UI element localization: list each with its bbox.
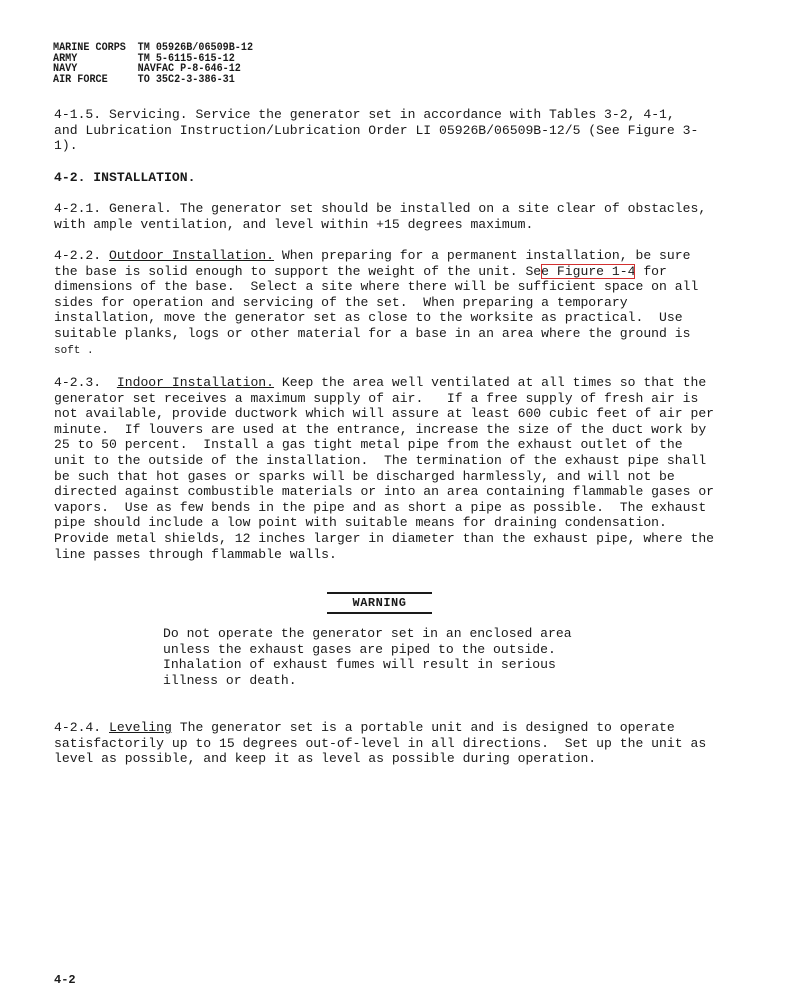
paragraph-number: 4-2.1. (54, 201, 102, 216)
paragraph-number: 4-2.4. (54, 720, 102, 735)
header-service: ARMY (53, 52, 78, 65)
page-number: 4-2 (54, 973, 76, 987)
paragraph-text: The generator set is a portable unit and is designed to operate satisfactorily up to 15 degrees out-of-level in all directions. Set up the unit as level as possible, and keep it as level as possible during operation. (54, 720, 707, 767)
warning-title: WARNING (352, 596, 407, 610)
paragraph-servicing (54, 107, 726, 154)
paragraph-text: for dimensions of the base. Select a site where there will be sufficient space on all sides for operation and servicing of the set. When preparing a temporary installation, move the generator set as close to the worksite as practical. Use suitable planks, logs or other material for a base in an area where the ground is (54, 263, 699, 341)
paragraph-title: Indoor Installation. (116, 375, 275, 390)
section-heading-installation: 4-2. INSTALLATION. (54, 170, 196, 185)
header-row (53, 75, 253, 86)
paragraph-text: Keep the area well ventilated at all times so that the generator set receives a maximum supply of air. If a free supply of fresh air is not available, provide ductwork which will assure at least 600 cubic feet of air per minute. If louvers are used at the entrance, increase the size of the duct work by 25 to 50 percent. Install a gas tight metal pipe from the exhaust outlet of the unit to the outside of the installation. The termination of the exhaust pipe shall be such that hot gases or sparks will be discharged harmlessly, and will not be directed against combustible materials or into an area containing flammable gases or vapors. Use as few bends in the pipe and as short a pipe as possible. The exhaust pipe should include a low point with suitable means for draining condensation. Provide metal shields, 12 inches larger in diameter than the exhaust pipe, where the line passes through flammable walls. (54, 375, 715, 562)
header-number: NAVFAC P-8-646-12 (137, 63, 241, 75)
header-number: TM 5-6115-615-12 (137, 52, 235, 65)
paragraph-text: When preparing for a permanent installation, be sure the base is solid enough to support the weight of the unit. Se (54, 248, 691, 279)
header-service: NAVY (53, 63, 78, 75)
paragraph-leveling (54, 720, 726, 767)
header-row (53, 64, 253, 75)
paragraph-general (54, 201, 726, 232)
header-number: TM 05926B/06509B-12 (137, 42, 254, 54)
warning-text: Do not operate the generator set in an enclosed area unless the exhaust gases are piped to the outside. Inhalation of exhaust fumes will result in serious illness or death. (163, 626, 572, 688)
paragraph-title: Servicing. (109, 107, 188, 122)
paragraph-number: 4-2.2. (54, 248, 102, 263)
figure-link[interactable]: e Figure 1-4 (541, 263, 636, 279)
paragraph-outdoor-installation (54, 248, 726, 359)
paragraph-indoor-installation (54, 375, 726, 562)
paragraph-punct: . (80, 344, 94, 357)
header-row (53, 43, 253, 54)
paragraph-text: Service the generator set in accordance with Tables 3-2, 4-1, and Lubrication Instruction/Lubrication Order LI 05926B/06509B-12/5 (See Figure 3- 1). (54, 107, 699, 154)
paragraph-number: 4-1.5. (54, 107, 102, 122)
warning-box (327, 592, 432, 614)
paragraph-number: 4-2.3. (54, 375, 102, 390)
header-number: TO 35C2-3-386-31 (137, 73, 235, 86)
paragraph-text: The generator set should be installed on a site clear of obstacles, with ample ventilation, and level within +15 degrees maximum. (54, 201, 707, 232)
publication-header (53, 43, 253, 85)
warning-rule-bottom (327, 612, 432, 614)
header-service: AIR FORCE (53, 73, 108, 86)
paragraph-last-word: soft (54, 344, 81, 357)
paragraph-title: General. (109, 201, 172, 216)
paragraph-title: Leveling (109, 720, 172, 735)
paragraph-title: Outdoor Installation. (109, 248, 275, 263)
header-service: MARINE CORPS (53, 42, 126, 54)
